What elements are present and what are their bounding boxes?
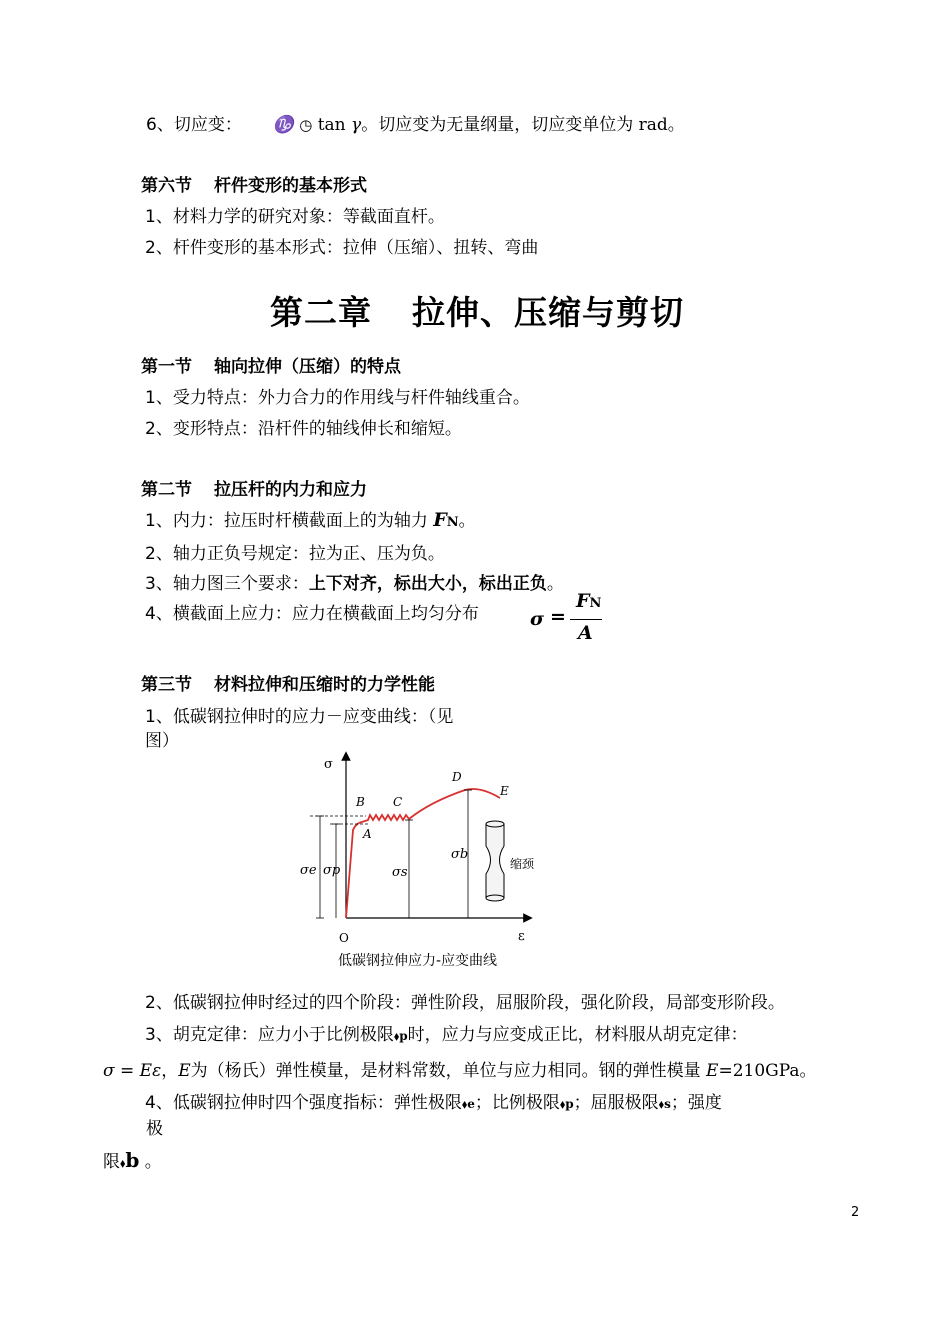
strength-sep-3: ；强度 [670,1093,722,1113]
section-1-item-2: 2、变形特点：沿杆件的轴线伸长和缩短。 [145,419,462,439]
fraction-bar [570,619,602,620]
sigma-s-sub: s [664,1097,671,1111]
stress-strain-curve [346,789,500,918]
gamma-text: γ [351,115,362,135]
stress-strain-chart [290,748,550,970]
hooke-law-text-a: 3、胡克定律：应力小于比例极限 [145,1025,394,1045]
specimen-necking-icon [486,824,504,898]
shear-strain-desc: 。切应变为无量纲量，切应变单位为 [361,115,634,135]
section-1-item-1: 1、受力特点：外力合力的作用线与杆件轴线重合。 [145,388,530,408]
formula-numerator-symbol: F [576,590,590,612]
rad-unit: rad。 [638,115,685,135]
section-3-item-3-line-2 [103,1056,817,1081]
section-3-item-4-line-1 [145,1088,722,1113]
shear-strain-line [146,110,685,135]
section-3-item-2: 2、低碳钢拉伸时经过的四个阶段：弹性阶段，屈服阶段，强化阶段，局部变形阶段。 [145,993,785,1013]
specimen-bottom [486,895,504,901]
section-2-heading [141,475,367,500]
section-2-item-3 [145,569,564,594]
section-2-item-3-end: 。 [546,574,564,594]
y-axis-label: σ [324,757,333,772]
section-2-title: 拉压杆的内力和应力 [214,480,367,500]
strength-indices-text: 4、低碳钢拉伸时四个强度指标：弹性极限 [145,1093,462,1113]
strength-sep-1: ；比例极限 [474,1093,560,1113]
tan-text: tan [317,115,346,135]
section-3-item-3-line-1 [145,1020,748,1045]
section-2-number: 第二节 [141,480,192,500]
axial-force-symbol: F [433,509,447,531]
stress-formula [530,590,610,648]
level-label-sigma-p: σp [323,863,341,878]
section-3-number: 第三节 [141,675,192,695]
elastic-modulus-symbol: E [178,1061,191,1081]
shear-strain-prefix: 6、切应变： [146,115,242,135]
strength-limit-end: 。 [144,1152,162,1172]
sigma-s-glyph: ⬧ [658,1097,665,1111]
specimen-top [486,821,504,827]
section-2-item-3-text: 3、轴力图三个要求： [145,574,309,594]
section-2-item-4: 4、横截面上应力：应力在横截面上均匀分布 [145,604,479,624]
section-3-item-4-line-3 [103,1147,162,1172]
elastic-modulus-text: 为（杨氏）弹性模量，是材料常数，单位与应力相同。钢的弹性模量 [190,1061,701,1081]
sigma-b-glyph: ⬧ [120,1156,126,1170]
point-label-b: B [356,795,365,809]
specimen-label: 缩颈 [510,857,535,871]
sigma-e-sub: e [467,1097,475,1111]
hooke-formula-sep: ， [161,1061,179,1081]
section-1-number: 第一节 [141,357,192,377]
point-label-e: E [500,784,509,798]
section-2-item-1-end: 。 [458,511,476,531]
chapter-title [270,287,684,334]
section-6-title: 杆件变形的基本形式 [214,176,367,196]
elastic-modulus-value: =210GPa。 [718,1061,817,1081]
hooke-formula: σ = Eε [103,1061,162,1081]
sigma-e-glyph: ⬧ [461,1097,468,1111]
gamma-symbol: ♑ [272,115,294,135]
level-label-sigma-b: σb [451,847,469,862]
sigma-p-glyph-2: ⬧ [559,1097,566,1111]
section-3-title: 材料拉伸和压缩时的力学性能 [214,675,435,695]
strength-sep-2: ；屈服极限 [573,1093,659,1113]
approx-symbol: ◷ [299,116,313,134]
formula-equals: = [550,606,566,628]
point-label-d: D [452,770,462,784]
section-2-item-1-text: 1、内力：拉压时杆横截面上的为轴力 [145,511,428,531]
formula-sigma: σ [530,608,545,630]
level-label-sigma-s: σs [392,865,408,880]
level-label-sigma-e: σe [300,863,317,878]
section-1-heading [141,352,401,377]
sigma-p-sub-2: p [565,1097,574,1111]
formula-numerator [576,590,601,612]
section-3-item-4-line-2: 极 [146,1119,163,1139]
axial-force-sub: N [446,515,459,530]
point-label-c: C [393,795,403,809]
section-3-item-1-line-2: 图） [145,731,179,751]
section-2-item-1 [145,506,476,531]
sigma-p-sub: p [399,1029,408,1043]
x-axis-label: ε [518,929,525,944]
strength-limit-text: 限 [103,1152,120,1172]
chart-caption: 低碳钢拉伸应力-应变曲线 [338,953,498,969]
sigma-p-glyph: ⬧ [393,1029,400,1043]
section-6-heading [141,171,367,196]
section-6-item-1: 1、材料力学的研究对象：等截面直杆。 [145,207,445,227]
hooke-law-text-b: 时，应力与应变成正比，材料服从胡克定律： [407,1025,748,1045]
section-1-title: 轴向拉伸（压缩）的特点 [214,357,401,377]
point-label-a: A [363,827,372,841]
section-6-number: 第六节 [141,176,192,196]
section-2-item-2: 2、轴力正负号规定：拉为正、压为负。 [145,544,445,564]
section-2-item-3-bold: 上下对齐，标出大小，标出正负 [308,574,547,594]
section-3-heading [141,670,435,695]
sigma-b-sub: b [125,1148,140,1172]
formula-numerator-sub: N [589,596,602,611]
page-number: 2 [851,1205,860,1220]
chapter-number: 第二章 [270,293,372,332]
elastic-modulus-symbol-2: E [706,1061,719,1081]
origin-label: O [339,931,349,945]
formula-denominator: A [578,622,593,644]
section-6-item-2: 2、杆件变形的基本形式：拉伸（压缩）、扭转、弯曲 [145,238,539,258]
section-3-item-1-line-1: 1、低碳钢拉伸时的应力－应变曲线：（见 [145,707,454,727]
chapter-name: 拉伸、压缩与剪切 [412,293,684,332]
